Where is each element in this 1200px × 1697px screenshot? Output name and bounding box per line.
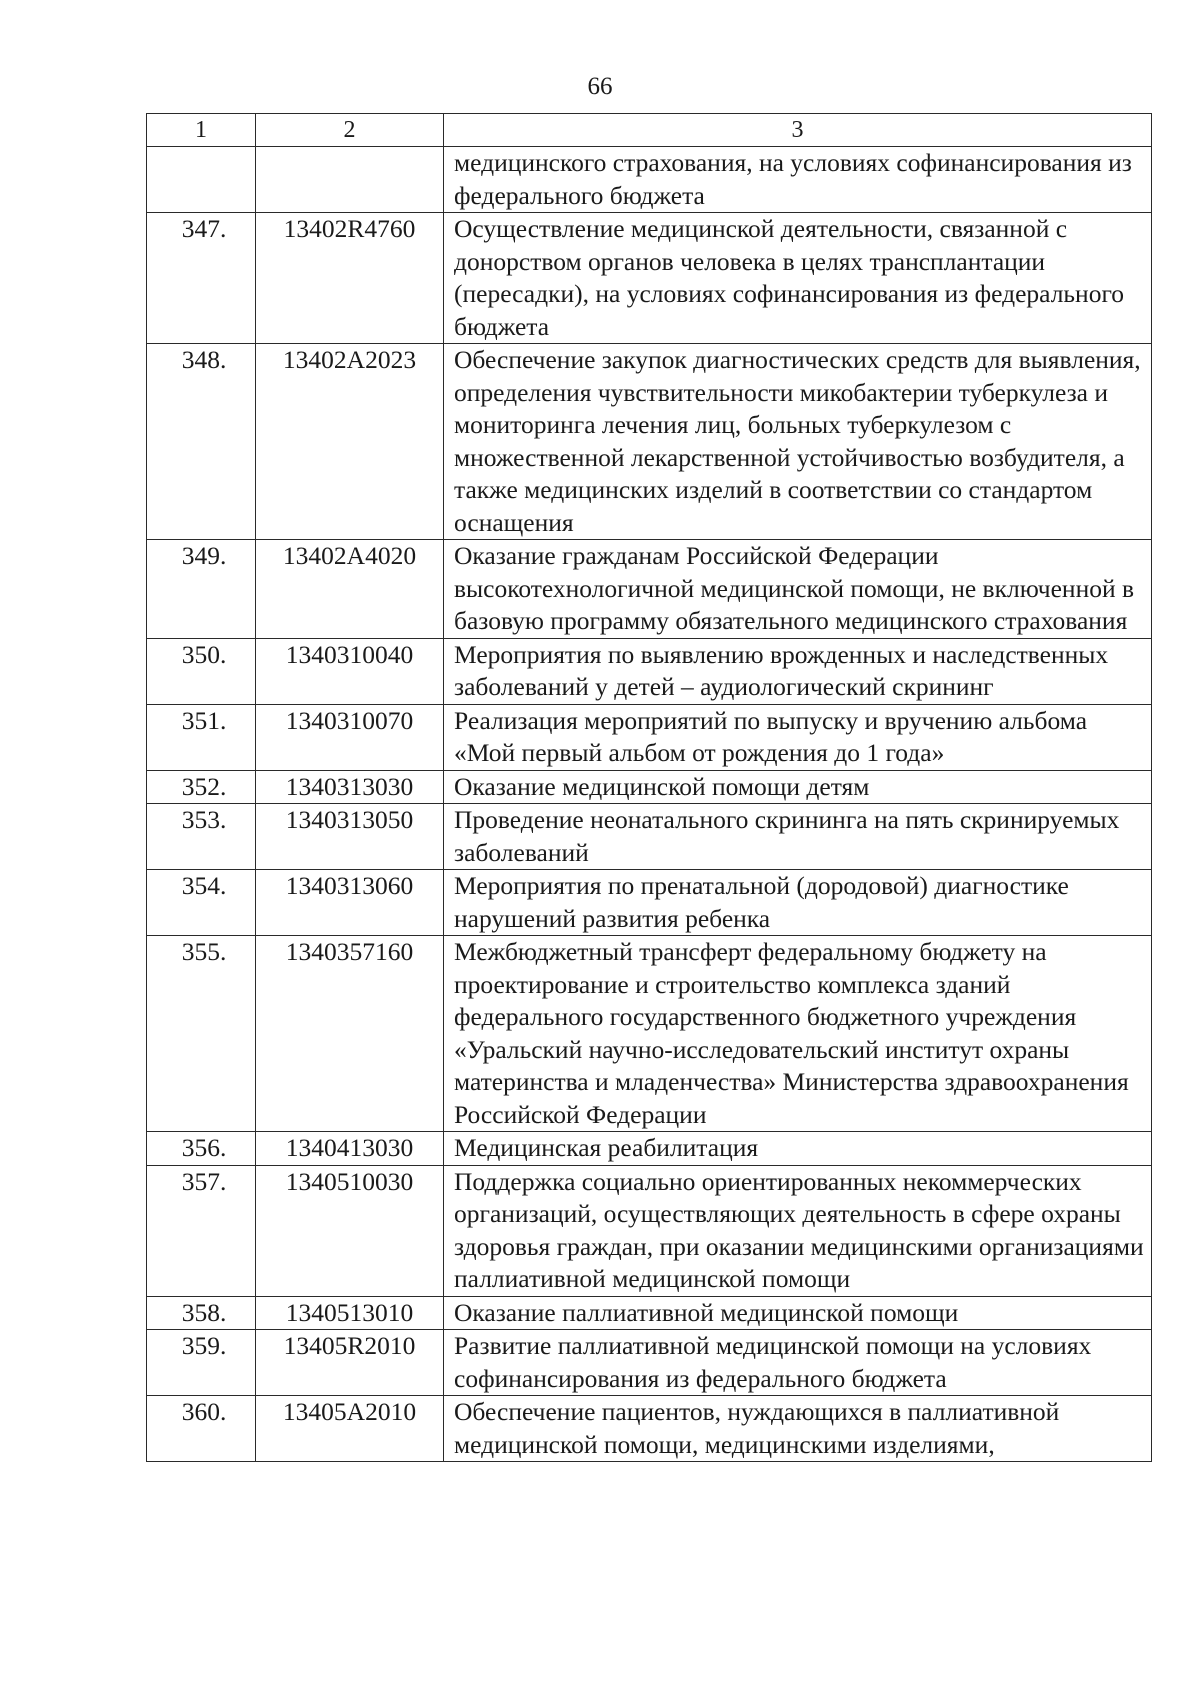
table-row [147, 1330, 1152, 1396]
table-row [147, 804, 1152, 870]
row-number: 349. [147, 540, 256, 639]
row-description: Обеспечение закупок диагностических средств для выявления, определения чувствительности микобактерии туберкулеза и мониторинга лечения лиц, больных туберкулезом с множественной лекарственной устойчивостью возбудителя, а также медицинских изделий в соответствии со стандартом оснащения [444, 344, 1152, 540]
row-code: 13402R4760 [256, 213, 444, 344]
row-description: Оказание паллиативной медицинской помощи [444, 1296, 1152, 1330]
page-number: 66 [587, 73, 613, 100]
row-code: 13402A2023 [256, 344, 444, 540]
budget-codes-table [146, 113, 1152, 1462]
row-number: 355. [147, 936, 256, 1132]
row-description: Межбюджетный трансферт федеральному бюджету на проектирование и строительство комплекса зданий федерального государственного бюджетного учреждения «Уральский научно-исследовательский институт охраны материнства и младенчества» Министерства здравоохранения Российской Федерации [444, 936, 1152, 1132]
row-number: 347. [147, 213, 256, 344]
row-number: 359. [147, 1330, 256, 1396]
row-code: 1340513010 [256, 1296, 444, 1330]
row-code [256, 147, 444, 213]
row-number: 354. [147, 870, 256, 936]
table-row [147, 1132, 1152, 1166]
row-description: Поддержка социально ориентированных некоммерческих организаций, осуществляющих деятельность в сфере охраны здоровья граждан, при оказании медицинскими организациями паллиативной медицинской помощи [444, 1165, 1152, 1296]
row-number: 358. [147, 1296, 256, 1330]
row-code: 13405R2010 [256, 1330, 444, 1396]
row-number [147, 147, 256, 213]
row-number: 353. [147, 804, 256, 870]
row-code: 1340313060 [256, 870, 444, 936]
table-row [147, 147, 1152, 213]
header-col-code: 2 [256, 114, 444, 147]
row-code: 13402A4020 [256, 540, 444, 639]
row-code: 1340310040 [256, 638, 444, 704]
table-row [147, 540, 1152, 639]
row-description: Мероприятия по выявлению врожденных и наследственных заболеваний у детей – аудиологический скрининг [444, 638, 1152, 704]
table-row [147, 770, 1152, 804]
table-row [147, 1165, 1152, 1296]
row-code: 13405A2010 [256, 1396, 444, 1462]
table-row [147, 870, 1152, 936]
row-code: 1340510030 [256, 1165, 444, 1296]
row-number: 357. [147, 1165, 256, 1296]
table-row [147, 344, 1152, 540]
row-description: Медицинская реабилитация [444, 1132, 1152, 1166]
row-description: Оказание гражданам Российской Федерации высокотехнологичной медицинской помощи, не включенной в базовую программу обязательного медицинского страхования [444, 540, 1152, 639]
table-header-row [147, 114, 1152, 147]
row-number: 352. [147, 770, 256, 804]
table-row [147, 213, 1152, 344]
row-number: 360. [147, 1396, 256, 1462]
table-row [147, 638, 1152, 704]
row-number: 348. [147, 344, 256, 540]
row-number: 356. [147, 1132, 256, 1166]
table-row [147, 1296, 1152, 1330]
row-description: Реализация мероприятий по выпуску и вручению альбома «Мой первый альбом от рождения до 1 года» [444, 704, 1152, 770]
header-col-description: 3 [444, 114, 1152, 147]
row-description: медицинского страхования, на условиях софинансирования из федерального бюджета [444, 147, 1152, 213]
row-number: 351. [147, 704, 256, 770]
row-code: 1340357160 [256, 936, 444, 1132]
row-description: Проведение неонатального скрининга на пять скринируемых заболеваний [444, 804, 1152, 870]
row-description: Мероприятия по пренатальной (дородовой) диагностике нарушений развития ребенка [444, 870, 1152, 936]
row-code: 1340413030 [256, 1132, 444, 1166]
row-description: Развитие паллиативной медицинской помощи на условиях софинансирования из федерального бюджета [444, 1330, 1152, 1396]
table-row [147, 936, 1152, 1132]
row-code: 1340313050 [256, 804, 444, 870]
table-row [147, 1396, 1152, 1462]
table-body [147, 114, 1152, 1462]
row-description: Обеспечение пациентов, нуждающихся в паллиативной медицинской помощи, медицинскими изделиями, [444, 1396, 1152, 1462]
row-description: Осуществление медицинской деятельности, связанной с донорством органов человека в целях трансплантации (пересадки), на условиях софинансирования из федерального бюджета [444, 213, 1152, 344]
table-row [147, 704, 1152, 770]
row-description: Оказание медицинской помощи детям [444, 770, 1152, 804]
header-col-number: 1 [147, 114, 256, 147]
row-code: 1340313030 [256, 770, 444, 804]
row-number: 350. [147, 638, 256, 704]
row-code: 1340310070 [256, 704, 444, 770]
